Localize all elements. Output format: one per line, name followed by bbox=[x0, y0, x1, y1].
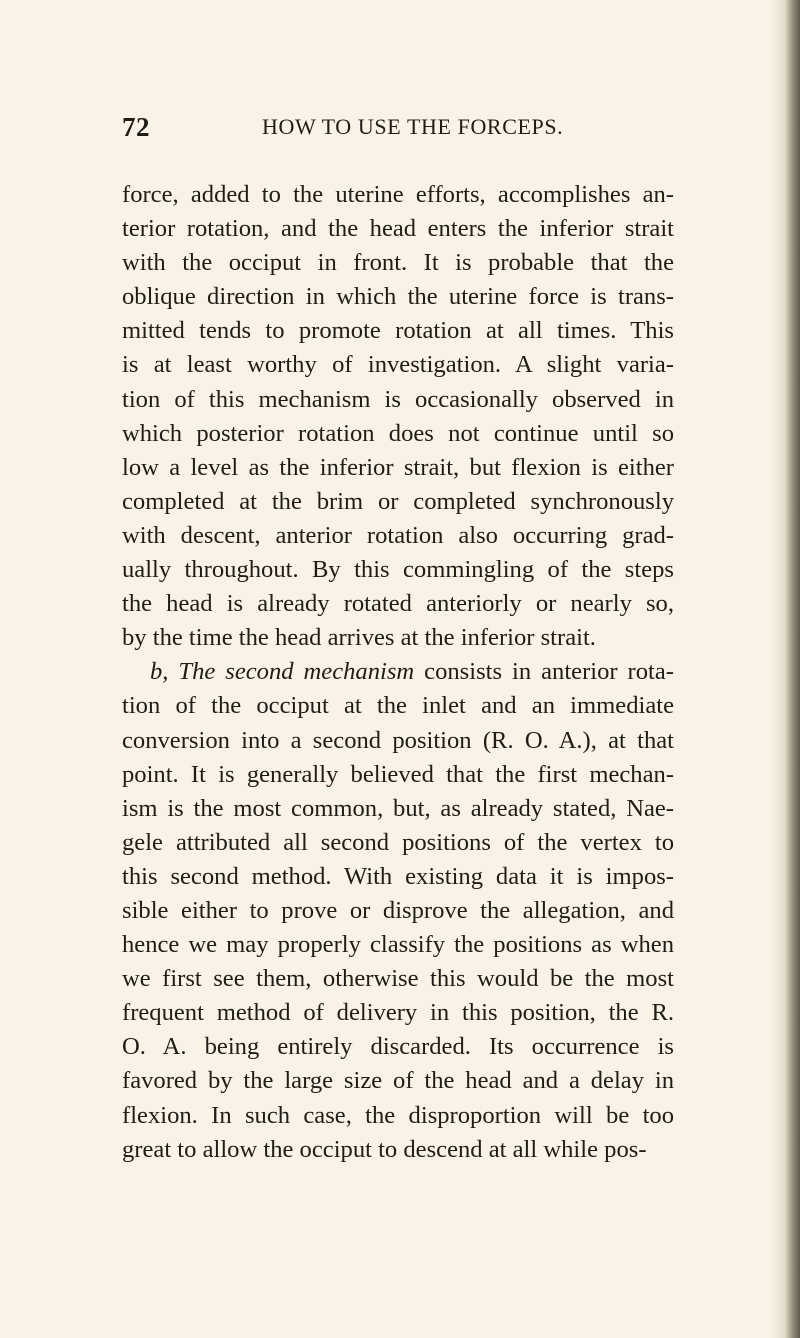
text-line: tion of the occiput at the inlet and an immediate bbox=[122, 692, 674, 720]
text-line: which posterior rotation does not continue until so bbox=[122, 419, 674, 447]
text-line: gele attributed all second positions of the vertex to bbox=[122, 828, 674, 856]
text-line: the head is already rotated anteriorly or nearly so, bbox=[122, 590, 674, 618]
text-line: ually throughout. By this commingling of the steps bbox=[122, 556, 674, 584]
text-line: great to allow the occiput to descend at all while pos- bbox=[122, 1135, 647, 1163]
page-number: 72 bbox=[122, 112, 150, 142]
italic-heading: b, The second mechanism bbox=[150, 658, 415, 686]
text-line: O. A. being entirely discarded. Its occurrence is bbox=[122, 1033, 674, 1061]
text-line: conversion into a second position (R. O. A.), at that bbox=[122, 726, 674, 754]
text-line: is at least worthy of investigation. A slight varia- bbox=[122, 351, 674, 379]
text-line: we first see them, otherwise this would be the most bbox=[122, 965, 674, 993]
text-fragment: consists in anterior rota- bbox=[414, 658, 674, 686]
page-edge-shadow bbox=[786, 0, 800, 1338]
text-line: favored by the large size of the head and a delay in bbox=[122, 1067, 674, 1095]
text-line: oblique direction in which the uterine force is trans- bbox=[122, 283, 674, 311]
text-line: this second method. With existing data it is impos- bbox=[122, 862, 674, 890]
text-line: with descent, anterior rotation also occurring grad- bbox=[122, 521, 674, 549]
text-line: completed at the brim or completed synchronously bbox=[122, 487, 674, 515]
text-line: point. It is generally believed that the first mechan- bbox=[122, 760, 674, 788]
text-line: flexion. In such case, the disproportion will be too bbox=[122, 1101, 674, 1129]
text-line: sible either to prove or disprove the allegation, and bbox=[122, 896, 674, 924]
body-text bbox=[122, 178, 674, 1167]
running-head: HOW TO USE THE FORCEPS. bbox=[262, 114, 564, 139]
paragraph-start-line bbox=[122, 655, 674, 689]
text-line: frequent method of delivery in this position, the R. bbox=[122, 999, 674, 1027]
text-line: tion of this mechanism is occasionally observed in bbox=[122, 385, 674, 413]
text-line: by the time the head arrives at the inferior strait. bbox=[122, 624, 596, 652]
text-line: low a level as the inferior strait, but flexion is either bbox=[122, 453, 674, 481]
text-line: with the occiput in front. It is probable that the bbox=[122, 249, 674, 277]
text-line: force, added to the uterine efforts, accomplishes an- bbox=[122, 181, 674, 208]
text-line: hence we may properly classify the positions as when bbox=[122, 931, 674, 959]
page-header bbox=[122, 112, 682, 148]
text-line: ism is the most common, but, as already stated, Nae- bbox=[122, 794, 674, 822]
text-line: terior rotation, and the head enters the inferior strait bbox=[122, 215, 674, 243]
text-line: mitted tends to promote rotation at all times. This bbox=[122, 317, 674, 345]
